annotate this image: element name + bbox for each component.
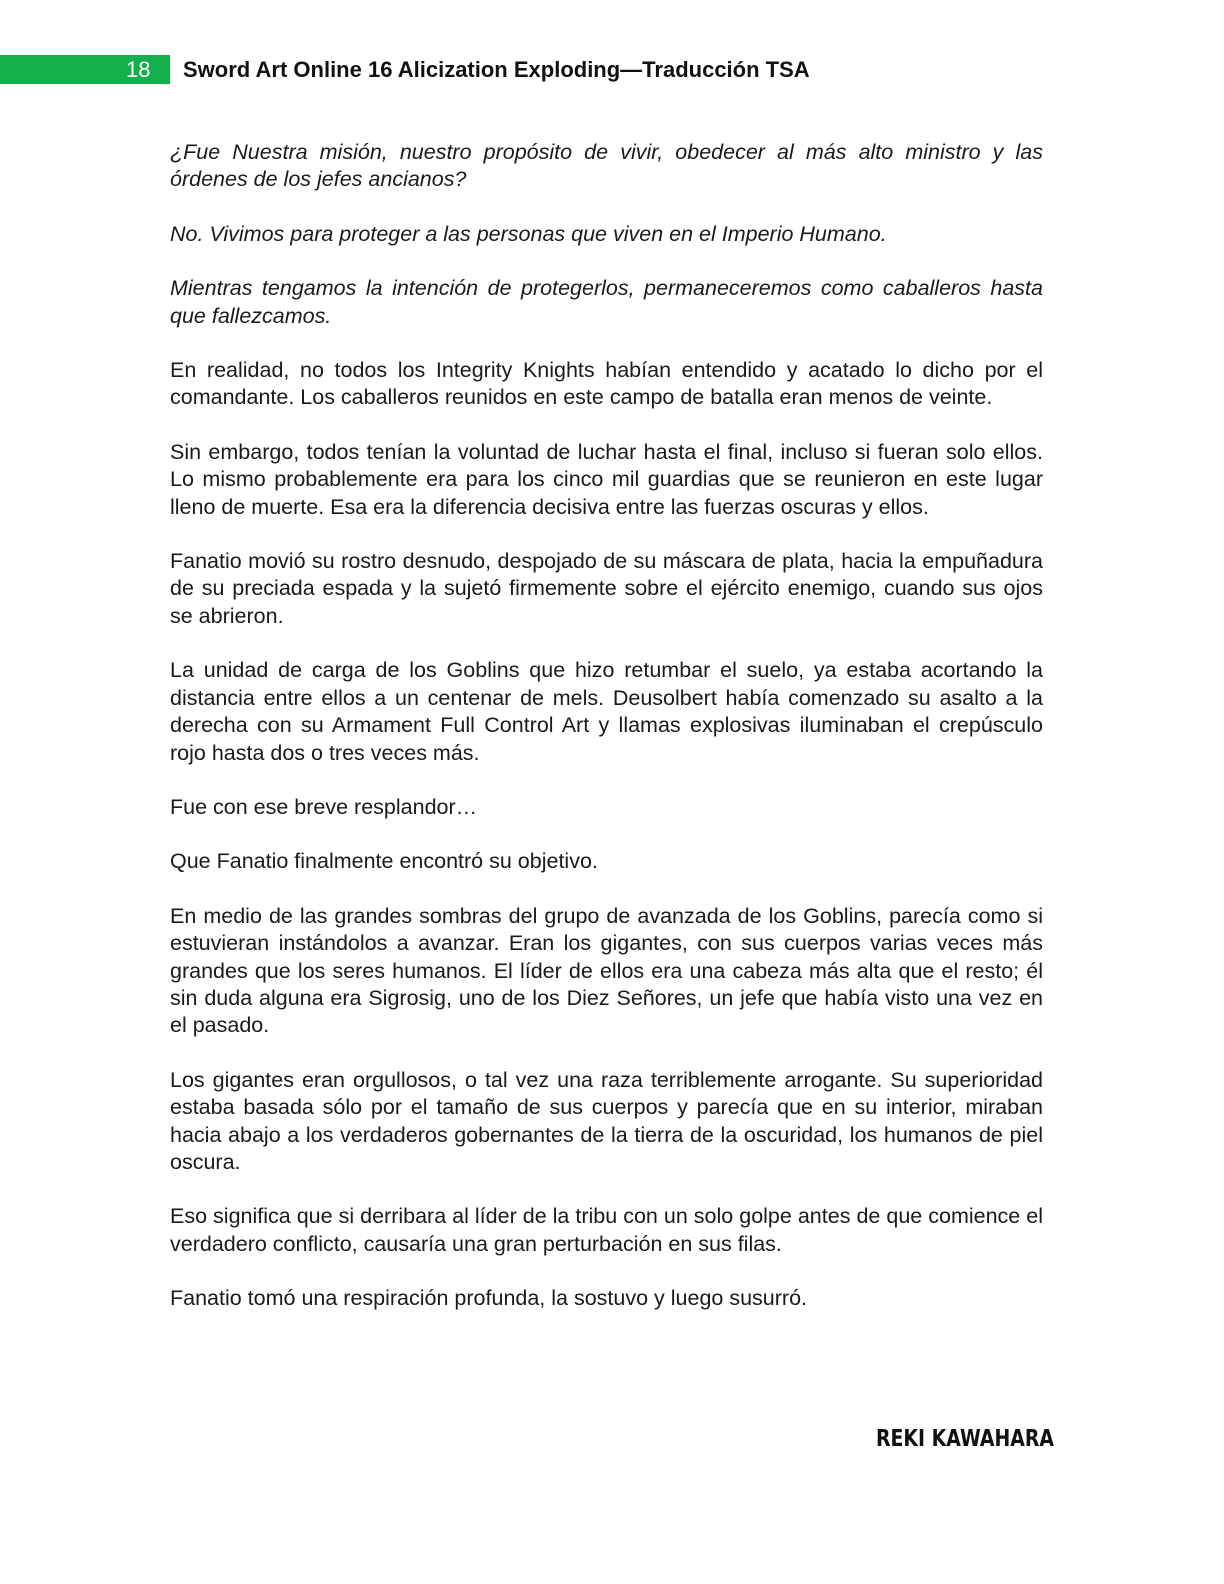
paragraph: Eso significa que si derribara al líder de la tribu con un solo golpe antes de que comience el verdadero conflicto, causaría una gran perturbación en sus filas. (170, 1204, 1043, 1256)
page-number: 18 (126, 57, 151, 82)
paragraph: Sin embargo, todos tenían la voluntad de luchar hasta el final, incluso si fueran solo ellos. Lo mismo probablemente era para los cinco mil guardias que se reunieron en este lugar lleno de muerte. Esa era la diferencia decisiva entre las fuerzas oscuras y ellos. (170, 439, 1043, 519)
paragraph: ¿Fue Nuestra misión, nuestro propósito de vivir, obedecer al más alto ministro y las órdenes de los jefes ancianos? (170, 140, 1043, 192)
paragraph: En medio de las grandes sombras del grupo de avanzada de los Goblins, parecía como si estuvieran instándolos a avanzar. Eran los gigantes, con sus cuerpos varias veces más grandes que los seres humanos. El líder de ellos era una cabeza más alta que el resto; él sin duda alguna era Sigrosig, uno de los Diez Señores, un jefe que había visto una vez en el pasado. (170, 903, 1043, 1038)
paragraph: Fue con ese breve resplandor… (170, 794, 478, 819)
paragraph: Fanatio movió su rostro desnudo, despojado de su máscara de plata, hacia la empuñadura de su preciada espada y la sujetó firmemente sobre el ejército enemigo, cuando sus ojos se abrieron. (170, 549, 1043, 628)
paragraph: En realidad, no todos los Integrity Knights habían entendido y acatado lo dicho por el comandante. Los caballeros reunidos en este campo de batalla eran menos de veinte. (170, 358, 1043, 410)
running-header-title: Sword Art Online 16 Alicization Exploding—Traducción TSA (183, 57, 810, 82)
paragraph: No. Vivimos para proteger a las personas que viven en el Imperio Humano. (170, 221, 887, 246)
paragraph: Mientras tengamos la intención de protegerlos, permaneceremos como caballeros hasta que fallezcamos. (170, 276, 1043, 328)
page-body (170, 139, 1043, 1340)
author-footer: REKI KAWAHARA (876, 1426, 1055, 1452)
paragraph: Los gigantes eran orgullosos, o tal vez una raza terriblemente arrogante. Su superioridad estaba basada sólo por el tamaño de sus cuerpos y parecía que en su interior, miraban hacia abajo a los verdaderos gobernantes de la tierra de la oscuridad, los humanos de piel oscura. (170, 1067, 1043, 1174)
paragraph: La unidad de carga de los Goblins que hizo retumbar el suelo, ya estaba acortando la distancia entre ellos a un centenar de mels. Deusolbert había comenzado su asalto a la derecha con su Armament Full Control Art y llamas explosivas iluminaban el crepúsculo rojo hasta dos o tres veces más. (170, 658, 1043, 765)
paragraph: Que Fanatio finalmente encontró su objetivo. (170, 849, 598, 874)
paragraph: Fanatio tomó una respiración profunda, la sostuvo y luego susurró. (170, 1286, 808, 1311)
